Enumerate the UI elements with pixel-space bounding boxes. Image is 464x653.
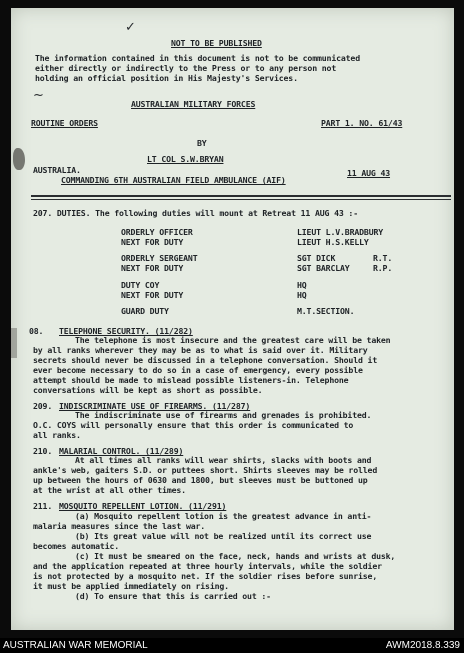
section-line: conversations will be kept as short as possible. (33, 385, 263, 395)
section-line: all ranks. (33, 430, 81, 440)
section-title: MOSQUITO REPELLENT LOTION. (11/291) (59, 501, 227, 511)
duty-role: ORDERLY SERGEANT (121, 253, 198, 263)
notice-line: either directly or indirectly to the Press or to any person not (35, 63, 337, 73)
section-line: The telephone is most insecure and the greatest care will be taken (75, 335, 391, 345)
footer-accession: AWM2018.8.339 (385, 640, 460, 651)
section-line: ankle's web, gaiters S.D. or puttees short. Shirts sleeves may be rolled (33, 465, 378, 475)
duty-name: HQ (297, 290, 307, 300)
section-line: up between the hours of 0630 and 1800, but sleeves must be buttoned up (33, 475, 368, 485)
section-line: attempt should be made to mislead possible listeners-in. Telephone (33, 375, 349, 385)
section-number: 211. (33, 501, 53, 511)
duty-role: DUTY COY (121, 280, 160, 290)
duty-role: NEXT FOR DUTY (121, 290, 184, 300)
duty-name: LIEUT L.V.BRADBURY (297, 227, 384, 237)
archive-footer (0, 638, 464, 653)
duty-name: M.T.SECTION. (297, 306, 355, 316)
footer-source: AUSTRALIAN WAR MEMORIAL (3, 640, 148, 651)
duty-extra: R.T. (373, 253, 393, 263)
duty-name: HQ (297, 280, 307, 290)
section-number: 209. (33, 401, 53, 411)
section-line: (a) Mosquito repellent lotion is the greatest advance in anti- (75, 511, 372, 521)
orders-heading: ROUTINE ORDERS (31, 118, 98, 128)
divider (31, 195, 451, 197)
section-number: 08. (29, 326, 44, 336)
part-number: PART 1. NO. 61/43 (321, 118, 403, 128)
section-line: and the application repeated at three hourly intervals, while the soldier (33, 561, 382, 571)
section-line: (b) Its great value will not be realized until its correct use (75, 531, 372, 541)
section-line: it must be applied immediately on rising. (33, 581, 229, 591)
section-line: is not protected by a mosquito net. If the soldier rises before sunrise, (33, 571, 378, 581)
section-line: secrets should never be discussed in a telephone conversation. Should it (33, 355, 378, 365)
duty-extra: R.P. (373, 263, 393, 273)
pencil-mark-icon: ✓ (125, 20, 136, 35)
document-page (11, 8, 454, 630)
notice-line: holding an official position in His Majesty's Services. (35, 73, 298, 83)
section-line: ever become necessary to do so in a case of emergency, every possible (33, 365, 363, 375)
section-line: becomes automatic. (33, 541, 120, 551)
order-date: 11 AUG 43 (347, 168, 391, 178)
duty-name: SGT DICK (297, 253, 336, 263)
divider (31, 199, 451, 200)
duty-role: NEXT FOR DUTY (121, 263, 184, 273)
section-line: (d) To ensure that this is carried out :- (75, 591, 271, 601)
notice-line: The information contained in this document is not to be communicated (35, 53, 360, 63)
section-number: 210. (33, 446, 53, 456)
section-title: MALARIAL CONTROL. (11/289) (59, 446, 184, 456)
duty-role: ORDERLY OFFICER (121, 227, 193, 237)
pencil-mark-icon: ~ (33, 88, 44, 103)
force-heading: AUSTRALIAN MILITARY FORCES (131, 99, 256, 109)
duty-name: SGT BARCLAY (297, 263, 350, 273)
section-line: O.C. COYS will personally ensure that this order is communicated to (33, 420, 354, 430)
by-label: BY (197, 138, 207, 148)
section-line: At all times all ranks will wear shirts, slacks with boots and (75, 455, 372, 465)
duties-heading: 207. DUTIES. The following duties will mount at Retreat 11 AUG 43 :- (33, 208, 358, 218)
duty-name: LIEUT H.S.KELLY (297, 237, 369, 247)
command-line: COMMANDING 6TH AUSTRALIAN FIELD AMBULANCE (AIF) (61, 175, 286, 185)
section-title: INDISCRIMINATE USE OF FIREARMS. (11/287) (59, 401, 251, 411)
duty-role: NEXT FOR DUTY (121, 237, 184, 247)
banner-heading: NOT TO BE PUBLISHED (171, 38, 262, 48)
stain-mark (11, 328, 17, 358)
section-line: by all ranks wherever they may be as to what is said over it. Military (33, 345, 368, 355)
section-line: at the wrist at all other times. (33, 485, 186, 495)
stain-mark (13, 148, 25, 170)
section-line: malaria measures since the last war. (33, 521, 206, 531)
section-line: (c) It must be smeared on the face, neck, hands and wrists at dusk, (75, 551, 396, 561)
section-line: The indiscriminate use of firearms and grenades is prohibited. (75, 410, 372, 420)
officer-name: LT COL S.W.BRYAN (147, 154, 224, 164)
duty-role: GUARD DUTY (121, 306, 169, 316)
section-title: TELEPHONE SECURITY. (11/282) (59, 326, 193, 336)
country-label: AUSTRALIA. (33, 165, 81, 175)
